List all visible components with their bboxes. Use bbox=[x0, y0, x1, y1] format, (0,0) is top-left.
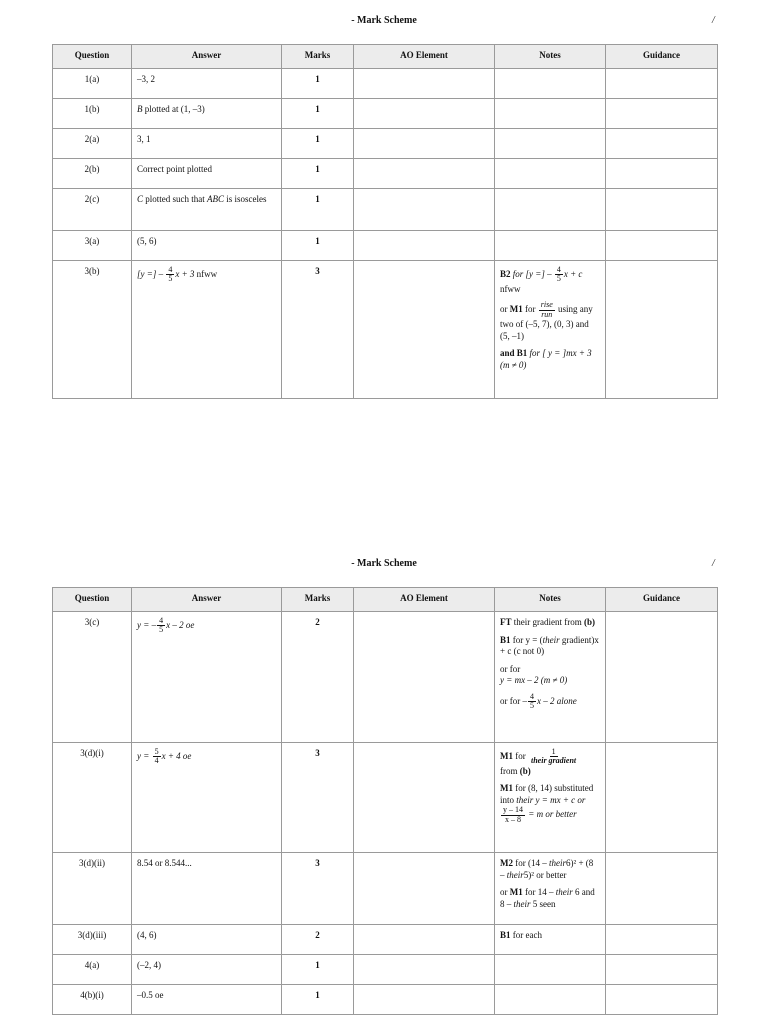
note-line: M2 for (14 – their6)² + (8 – their5)² or better bbox=[500, 858, 594, 880]
table-row bbox=[53, 189, 718, 231]
table-header-row bbox=[53, 588, 718, 612]
col-header-guidance: Guidance bbox=[606, 45, 718, 69]
mark-scheme-table bbox=[52, 587, 718, 1015]
notes-cell bbox=[495, 99, 606, 129]
marks-cell: 1 bbox=[282, 159, 354, 189]
note-line: FT their gradient from (b) bbox=[500, 617, 595, 627]
guidance-cell bbox=[606, 853, 718, 925]
notes-cell bbox=[495, 189, 606, 231]
marks-cell: 1 bbox=[282, 955, 354, 985]
notes-cell bbox=[495, 69, 606, 99]
fraction-denominator: 5 bbox=[168, 274, 173, 284]
page-header-title: - Mark Scheme bbox=[351, 15, 417, 26]
marks-cell: 1 bbox=[282, 189, 354, 231]
ao-element-cell bbox=[354, 612, 495, 743]
page-header-title: - Mark Scheme bbox=[351, 558, 417, 569]
answer-variable: ABC bbox=[207, 194, 225, 204]
answer-cell: 8.54 or 8.544... bbox=[132, 853, 282, 925]
fraction-numerator: 4 bbox=[168, 265, 173, 274]
marks-cell: 1 bbox=[282, 129, 354, 159]
fraction: $\frac{y - 14}{x - 8}$ bbox=[503, 805, 523, 824]
note-line: or for bbox=[500, 663, 521, 674]
note-line: M1 for $\frac{1}{\text{their gradient}}$ from (b) bbox=[500, 747, 577, 776]
ao-element-cell bbox=[354, 99, 495, 129]
guidance-cell bbox=[606, 99, 718, 129]
answer-text: is isosceles bbox=[224, 194, 267, 204]
guidance-cell bbox=[606, 69, 718, 99]
table-row bbox=[53, 129, 718, 159]
note-line: B1 for y = (their gradient)x + c (c not 0) bbox=[500, 634, 599, 657]
table-row bbox=[53, 925, 718, 955]
page-header-slash: / bbox=[712, 558, 715, 569]
fraction: $\frac{1}{\text{their gradient}}$ bbox=[531, 747, 577, 766]
answer-cell: –0.5 oe bbox=[132, 985, 282, 1015]
answer-variable: C bbox=[137, 194, 144, 204]
question-cell: 2(c) bbox=[53, 189, 132, 231]
notes-cell bbox=[495, 955, 606, 985]
notes-cell bbox=[495, 231, 606, 261]
marks-cell: 3 bbox=[282, 261, 354, 399]
guidance-cell bbox=[606, 743, 718, 853]
col-header-answer: Answer bbox=[132, 45, 282, 69]
notes-cell bbox=[495, 261, 606, 399]
ao-element-cell bbox=[354, 69, 495, 99]
col-header-answer: Answer bbox=[132, 588, 282, 612]
answer-cell: (5, 6) bbox=[132, 231, 282, 261]
guidance-cell bbox=[606, 189, 718, 231]
page-header-slash: / bbox=[712, 15, 715, 26]
answer-text: plotted at (1, –3) bbox=[142, 104, 205, 114]
fraction: $\frac{4}{5}$ bbox=[556, 265, 561, 284]
marks-cell: 3 bbox=[282, 743, 354, 853]
mark-scheme-table bbox=[52, 44, 718, 399]
question-cell: 3(b) bbox=[53, 261, 132, 399]
table-row bbox=[53, 743, 718, 853]
question-cell: 3(a) bbox=[53, 231, 132, 261]
notes-cell bbox=[495, 743, 606, 853]
guidance-cell bbox=[606, 955, 718, 985]
answer-suffix: nfww bbox=[194, 268, 218, 279]
note-line: or M1 for $\frac{\text{rise}}{\text{run}}$ using any two of (–5, 7), (0, 3) and (5, –1) bbox=[500, 300, 593, 341]
table-header-row bbox=[53, 45, 718, 69]
question-cell: 3(c) bbox=[53, 612, 132, 743]
note-line: y = mx – 2 (m ≠ 0) bbox=[500, 675, 568, 686]
col-header-question: Question bbox=[53, 45, 132, 69]
col-header-ao-element: AO Element bbox=[354, 588, 495, 612]
fraction: $\frac{5}{4}$ bbox=[154, 747, 159, 766]
notes-cell: B1 for each bbox=[495, 925, 606, 955]
answer-cell: (–2, 4) bbox=[132, 955, 282, 985]
answer-cell: Correct point plotted bbox=[132, 159, 282, 189]
marks-cell: 1 bbox=[282, 99, 354, 129]
answer-cell bbox=[132, 261, 282, 399]
table-row bbox=[53, 853, 718, 925]
question-cell: 2(b) bbox=[53, 159, 132, 189]
question-cell: 3(d)(ii) bbox=[53, 853, 132, 925]
answer-cell: y = $\frac{5}{4}$ x + 4 oe bbox=[132, 743, 282, 853]
notes-cell bbox=[495, 853, 606, 925]
marks-cell: 2 bbox=[282, 612, 354, 743]
ao-element-cell bbox=[354, 955, 495, 985]
fraction: $\frac{4}{5}$ bbox=[530, 691, 534, 710]
table-row bbox=[53, 955, 718, 985]
question-cell: 3(d)(i) bbox=[53, 743, 132, 853]
notes-cell bbox=[495, 985, 606, 1015]
note-line: and B1 for [ y = ]mx + 3 (m ≠ 0) bbox=[500, 348, 592, 370]
ao-element-cell bbox=[354, 985, 495, 1015]
question-cell: 1(b) bbox=[53, 99, 132, 129]
col-header-notes: Notes bbox=[495, 45, 606, 69]
note-line: $\frac{y - 14}{x - 8}$ = m or better bbox=[503, 805, 577, 824]
guidance-cell bbox=[606, 985, 718, 1015]
ao-element-cell bbox=[354, 925, 495, 955]
col-header-marks: Marks bbox=[282, 45, 354, 69]
notes-cell bbox=[495, 159, 606, 189]
table-row bbox=[53, 261, 718, 399]
marks-cell: 3 bbox=[282, 853, 354, 925]
question-cell: 1(a) bbox=[53, 69, 132, 99]
col-header-notes: Notes bbox=[495, 588, 606, 612]
answer-cell: 3, 1 bbox=[132, 129, 282, 159]
marks-cell: 1 bbox=[282, 231, 354, 261]
col-header-guidance: Guidance bbox=[606, 588, 718, 612]
ao-element-cell bbox=[354, 853, 495, 925]
ao-element-cell bbox=[354, 231, 495, 261]
ao-element-cell bbox=[354, 129, 495, 159]
fraction: $\frac{\text{rise}}{\text{run}}$ bbox=[540, 300, 553, 319]
answer-variable: B bbox=[137, 104, 143, 114]
note-line: M1 for (8, 14) substituted into their y = mx + c or bbox=[500, 783, 594, 805]
note-line: or M1 for 14 – their 6 and 8 – their 5 seen bbox=[500, 887, 595, 909]
table-row bbox=[53, 99, 718, 129]
question-cell: 4(b)(i) bbox=[53, 985, 132, 1015]
answer-cell bbox=[132, 189, 282, 231]
table-row bbox=[53, 69, 718, 99]
answer-expr-post: x + 3 bbox=[175, 268, 195, 279]
marks-cell: 1 bbox=[282, 985, 354, 1015]
fraction: $\frac{4}{5}$ bbox=[159, 616, 164, 635]
answer-cell: y = – $\frac{4}{5}$ x – 2 oe bbox=[132, 612, 282, 743]
guidance-cell bbox=[606, 159, 718, 189]
table-row bbox=[53, 612, 718, 743]
question-cell: 4(a) bbox=[53, 955, 132, 985]
notes-cell bbox=[495, 612, 606, 743]
notes-cell bbox=[495, 129, 606, 159]
col-header-question: Question bbox=[53, 588, 132, 612]
ao-element-cell bbox=[354, 189, 495, 231]
answer-cell bbox=[132, 99, 282, 129]
table-row bbox=[53, 985, 718, 1015]
marks-cell: 2 bbox=[282, 925, 354, 955]
answer-cell: (4, 6) bbox=[132, 925, 282, 955]
ao-element-cell bbox=[354, 743, 495, 853]
fraction bbox=[166, 266, 174, 284]
guidance-cell bbox=[606, 231, 718, 261]
note-line: or for – $\frac{4}{5}$ x – 2 alone bbox=[500, 691, 577, 710]
ao-element-cell bbox=[354, 159, 495, 189]
guidance-cell bbox=[606, 261, 718, 399]
marks-cell: 1 bbox=[282, 69, 354, 99]
col-header-ao-element: AO Element bbox=[354, 45, 495, 69]
guidance-cell bbox=[606, 612, 718, 743]
guidance-cell bbox=[606, 925, 718, 955]
answer-text: plotted such that bbox=[143, 194, 208, 204]
question-cell: 3(d)(iii) bbox=[53, 925, 132, 955]
answer-expr-pre: [y =] – bbox=[137, 268, 164, 279]
table-row bbox=[53, 231, 718, 261]
table-row bbox=[53, 159, 718, 189]
col-header-marks: Marks bbox=[282, 588, 354, 612]
guidance-cell bbox=[606, 129, 718, 159]
answer-cell: –3, 2 bbox=[132, 69, 282, 99]
note-line: B2 for [y =] – $\frac{4}{5}$ x + c nfww bbox=[500, 265, 583, 294]
ao-element-cell bbox=[354, 261, 495, 399]
question-cell: 2(a) bbox=[53, 129, 132, 159]
